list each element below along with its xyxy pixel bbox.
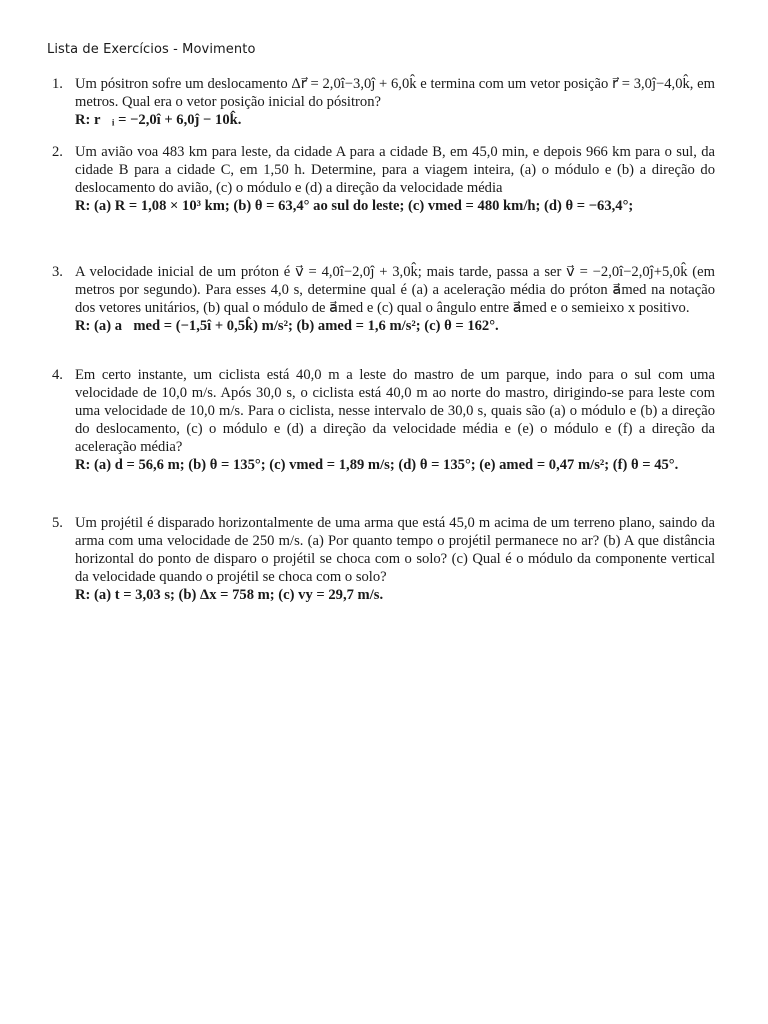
exercise-3 bbox=[52, 264, 715, 336]
exercise-number: 5. bbox=[52, 515, 63, 531]
exercise-number: 3. bbox=[52, 264, 63, 280]
exercise-text: Um avião voa 483 km para leste, da cidade A para a cidade B, em 45,0 min, e depois 966 km para o sul, da cidade B para a cidade C, em 1,50 h. Determine, para a viagem inteira, (a) o módulo e (b) a direção do deslocamento do avião, (c) o módulo e (d) a direção da velocidade média bbox=[75, 144, 715, 196]
exercise-1 bbox=[52, 76, 715, 130]
exercise-2 bbox=[52, 144, 715, 216]
document-title: Lista de Exercícios - Movimento bbox=[47, 42, 256, 57]
exercise-text: Um projétil é disparado horizontalmente de uma arma que está 45,0 m acima de um terreno plano, saindo da arma com uma velocidade de 250 m/s. (a) Por quanto tempo o projétil permanece no ar? (b) A que distância horizontal do ponto de disparo o projétil se choca com o solo? (c) Qual é o módulo da componente vertical da velocidade quando o projétil se choca com o solo? bbox=[75, 515, 715, 585]
exercise-4 bbox=[52, 367, 715, 474]
exercise-text: Em certo instante, um ciclista está 40,0 m a leste do mastro de um parque, indo para o sul com uma velocidade de 10,0 m/s. Após 30,0 s, o ciclista está 40,0 m ao norte do mastro, dirigindo-se para leste com uma velocidade de 10,0 m/s. Para o ciclista, nesse intervalo de 30,0 s, quais são (a) o módulo e (b) a direção do deslocamento, (c) o módulo e (d) a direção da velocidade média e (e) o módulo e (f) a direção da aceleração média? bbox=[75, 367, 715, 455]
exercise-5 bbox=[52, 515, 715, 605]
exercise-answer: R: (a) a⃗med = (−1,5î + 0,5k̂) m/s²; (b) amed = 1,6 m/s²; (c) θ = 162°. bbox=[75, 317, 499, 334]
exercise-answer: R: (a) t = 3,03 s; (b) Δx = 758 m; (c) vy = 29,7 m/s. bbox=[75, 586, 384, 603]
exercise-answer: R: (a) d = 56,6 m; (b) θ = 135°; (c) vmed = 1,89 m/s; (d) θ = 135°; (e) amed = 0,47 m/s²; (f) θ = 45°. bbox=[75, 456, 679, 473]
exercise-number: 1. bbox=[52, 76, 63, 92]
exercise-number: 4. bbox=[52, 367, 63, 383]
exercise-text: A velocidade inicial de um próton é v⃗ = 4,0î−2,0ĵ + 3,0k̂; mais tarde, passa a ser v⃗ = −2,0î−2,0ĵ+5,0k̂ (em metros por segundo). Para esses 4,0 s, determine qual é (a) a aceleração média do próton a⃗med na notação dos vetores unitários, (b) qual o módulo de a⃗med e (c) qual o ângulo entre a⃗med e o semieixo x positivo. bbox=[75, 264, 715, 316]
exercise-answer: R: r⃗ᵢ = −2,0î + 6,0ĵ − 10k̂. bbox=[75, 111, 242, 128]
exercise-text: Um pósitron sofre um deslocamento Δr⃗ = 2,0î−3,0ĵ + 6,0k̂ e termina com um vetor posição r⃗ = 3,0ĵ−4,0k̂, em metros. Qual era o vetor posição inicial do pósitron? bbox=[75, 76, 715, 110]
exercise-answer: R: (a) R = 1,08 × 10³ km; (b) θ = 63,4° ao sul do leste; (c) vmed = 480 km/h; (d) θ = −63,4°; bbox=[75, 197, 634, 214]
exercise-number: 2. bbox=[52, 144, 63, 160]
